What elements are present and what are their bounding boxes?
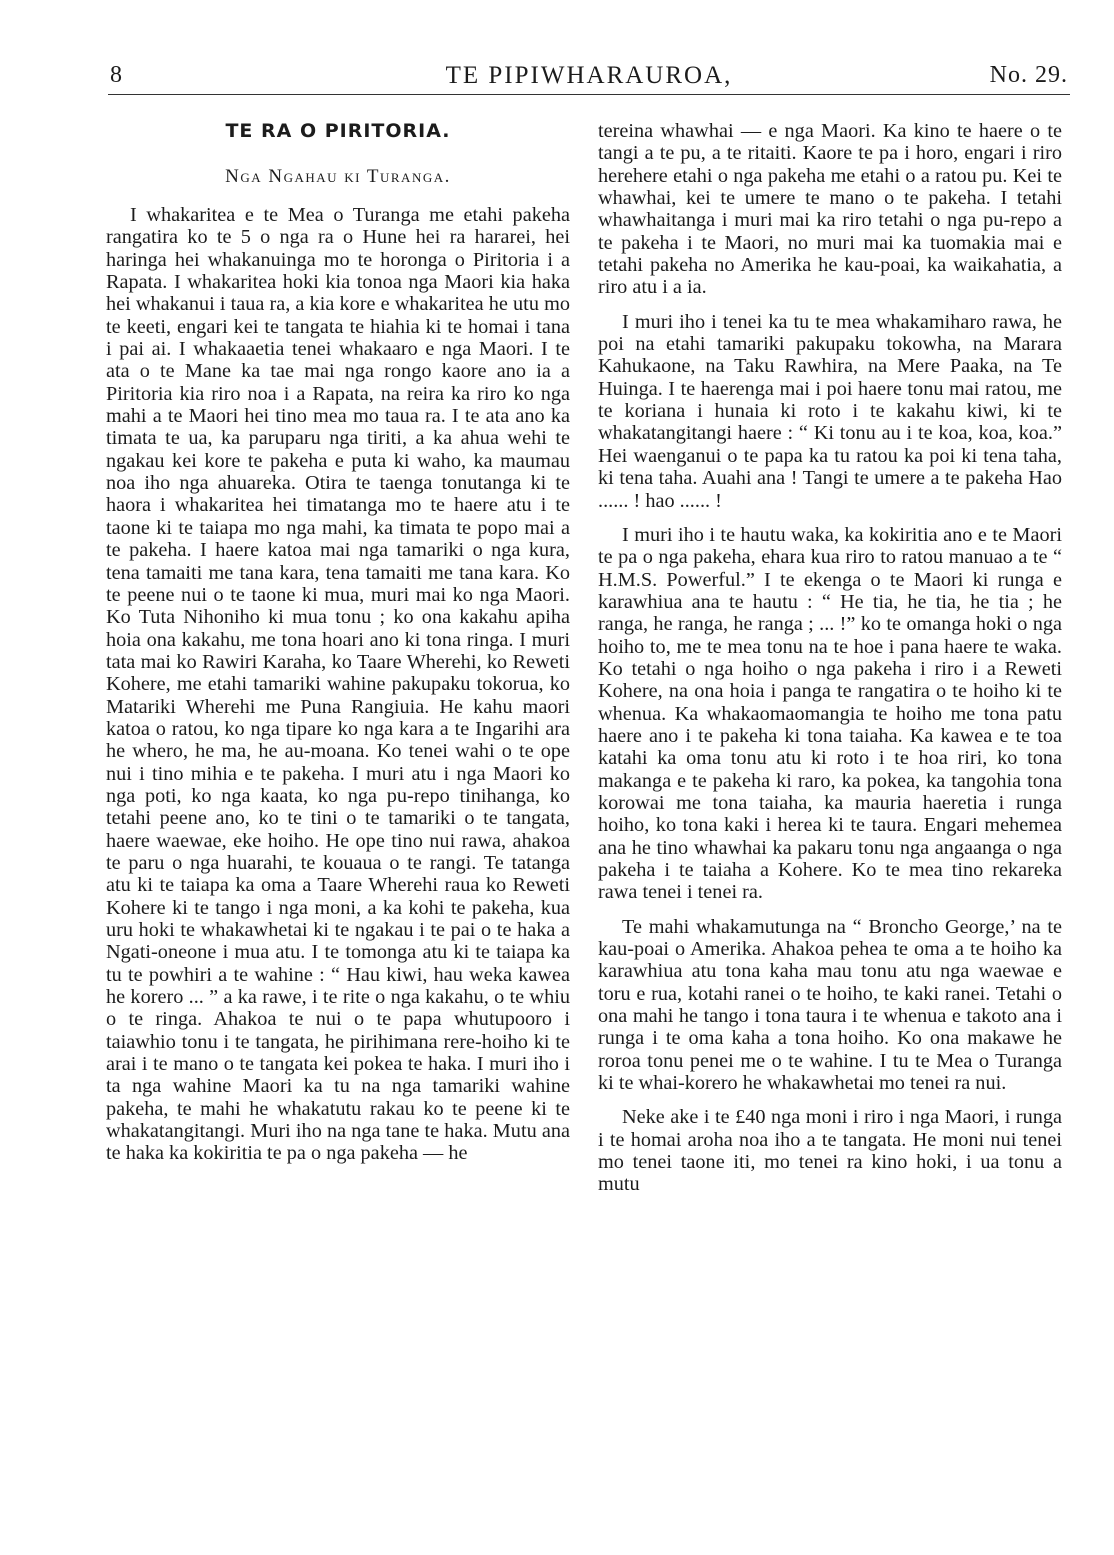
article-title: TE RA O PIRITORIA. xyxy=(225,120,451,142)
left-column xyxy=(106,120,570,1530)
article-subtitle: Nga Ngahau ki Turanga. xyxy=(225,166,451,187)
right-column xyxy=(598,120,1062,1530)
article-paragraph: I whakaritea e te Mea o Turanga me etahi pakeha rangatira ko te 5 o nga ra o Hune hei ra hararei, hei haringa hei whakanuinga mo te horonga o Piritoria i a Rapata. I whakaritea hoki kia tonoa nga Maori kia haka hei whakanui i taua ra, a kia kore e whakaritea he utu mo te keeti, engari kei te tangata te hiahia ki te homai i tana i pai ai. I whakaaetia tenei whakaaro e nga Maori. I te ata o te Mane ka tae mai nga rongo kaore ano ia a Piritoria kia riro noa i a Rapata, na reira ka riro ko nga mahi a te Maori hei tino mea mo taua ra. I te ata ano ka timata te ua, ka paruparu nga tiriti, a ka ahua wehi te ngakau kei kore te pakeha e puta ki waho, ka maumau noa iho nga ahuareka. Otira te taenga tonutanga ki te haora i whakaritea hei timatanga mo te haere atu i te taone ki te taiapa mo nga mahi, ka timata te popo mai a te pakeha. I haere katoa mai nga tamariki o nga kura, tena tamaiti me tana kara, tena tamaiti me tana kara. Ko te peene nui o te taone ki mua, muri mai ko nga Maori. Ko Tuta Nihoniho ki mua tonu ; ko ona kakahu apiha hoia ona kakahu, me tona hoari ano ki tona ringa. I muri tata mai ko Rawiri Karaha, ko Taare Wherehi, ko Reweti Kohere, me etahi tamariki wahine pakupaku tokorua, ko Matariki Wherehi me Puna Rangiuia. He kahu maori katoa o ratou, ko nga tipare ko nga kara a te Ingarihi ara he whero, he ma, he au-moana. Ko tenei wahi o te ope nui i tino mihia e te pakeha. I muri atu i nga Maori ko nga poti, ko nga kaata, ko nga pu-repo tinihanga, ko tetahi peene ano, ko te tini o te tamariki o te tangata, haere waewae, eke hoiho. He ope tino nui rawa, ahakoa te paru o nga huarahi, te kouaua o te rangi. Te tatanga atu ki te taiapa ka oma a Taare Wherehi raua ko Reweti Kohere ki te tango i nga moni, a ka kohi te pakeha, kua uru hoki te whakawhetai ki te ngakau i te pai o te haka a Ngati-oneone i mua atu. I te tomonga atu ki te taiapa ka tu te powhiri a te wahine : “ Hau kiwi, hau weka kawea he korero ... ” a ka rawe, i te rite o nga kakahu, o te whiu o te ringa. Ahakoa te nui o te papa whutupooro i taiawhio tonu i te tangata, he pirihimana rere-hoiho ki te arai i te mano o te tangata kei pokea te haka. I muri iho i ta nga wahine Maori ka tu na nga tamariki wahine pakeha, te mahi he whakatutu rakau ko te peene ki te whakatangitangi. Muri iho na nga tane te haka. Mutu ana te haka ka kokiritia te pa o nga pakeha — he xyxy=(106,204,570,1165)
article-paragraph: Neke ake i te £40 nga moni i riro i nga Maori, i runga i te homai aroha noa iho a te tangata. He moni nui tenei mo tenei taone iti, mo tenei ra kino hoki, i ua tonu a mutu xyxy=(598,1106,1062,1196)
article-paragraph: tereina whawhai — e nga Maori. Ka kino te haere o te tangi a te pu, a te ritaiti. Kaore te pa i horo, engari i riro herehere etahi o nga pakeha me etahi o a ratou pu. Kei te whawhai, kei te umere te mano o te pakeha. I tetahi whawhaitanga i muri mai ka riro tetahi o nga pu-repo a te pakeha i te Maori, no muri mai ka tuomakia mai e tetahi pakeha no Amerika he kau-poai, ka waikahatia, a riro atu i a ia. xyxy=(598,120,1062,299)
article-paragraph: I muri iho i te hautu waka, ka kokiritia ano e te Maori te pa o nga pakeha, ehara kua riro to ratou manuao a te “ H.M.S. Powerful.” I te ekenga o te Maori ki runga e karawhiua ana te hautu : “ He tia, he tia, he tia ; he ranga, he ranga, he ranga ; ... !” ko te omanga hoki o nga hoiho to, me te mea tonu na te hoe i pana haere te waka. Ko tetahi o nga hoiho o nga pakeha i riro i a Reweti Kohere, na ona hoia i panga te rangatira o te hoiho ki te whenua. Ka whakaomaomangia te hoiho me tona patu haere ano i te pakeha ki tona taiaha. Ka kawea e te toa katahi ka oma tonu atu ki roto i te hoa riri, ko tona makanga e te pakeha ki raro, ka pokea, ka tangohia tona korowai me tona taiaha, ka mauria haeretia i runga hoiho, ko tona kaki i herea ki te taura. Engari mehemea ana he tino whawhai ka pakaru tonu nga angaanga o nga pakeha i te taiaha a Kohere. Ko te mea tino rekareka rawa tenei i tenei ra. xyxy=(598,523,1062,904)
page-header xyxy=(108,60,1070,95)
masthead-title: TE PIPIWHARAUROA, xyxy=(445,62,733,89)
page-number: 8 xyxy=(110,62,122,88)
article-paragraph: I muri iho i tenei ka tu te mea whakamiharo rawa, he poi na etahi tamariki pakupaku tokowha, na Marara Kahukaone, na Taku Rawhira, na Mere Paaka, na Te Huinga. I te haerenga mai i poi haere tonu mai ratou, me te koriana i hunaia ki roto i te kakahu kiwi, ki te whakatangitangi haere : “ Ki tonu au i te koa, koa, koa.” Hei waenganui o te papa ka tu ratou ka poi ki tena taha, ki tena taha. Auahi ana ! Tangi te umere a te pakeha Hao ...... ! hao ...... ! xyxy=(598,310,1062,512)
article-paragraph: Te mahi whakamutunga na “ Broncho George,’ na te kau-poai o Amerika. Ahakoa pehea te oma a te hoiho ka karawhiua atu tona kaha mau tonu atu nga waewae e toru e rua, kotahi ranei o te hoiho, te kaki ranei. Tetahi o ona mahi he tango i tona taura i te whenua e takoto ana i runga i te oma kaha a tona hoiho. Ko ona makawe he roroa tonu penei me o te wahine. I tu te Mea o Turanga ki te whai-korero he whakawhetai mo tenei ra nui. xyxy=(598,915,1062,1095)
issue-number: No. 29. xyxy=(989,62,1068,88)
